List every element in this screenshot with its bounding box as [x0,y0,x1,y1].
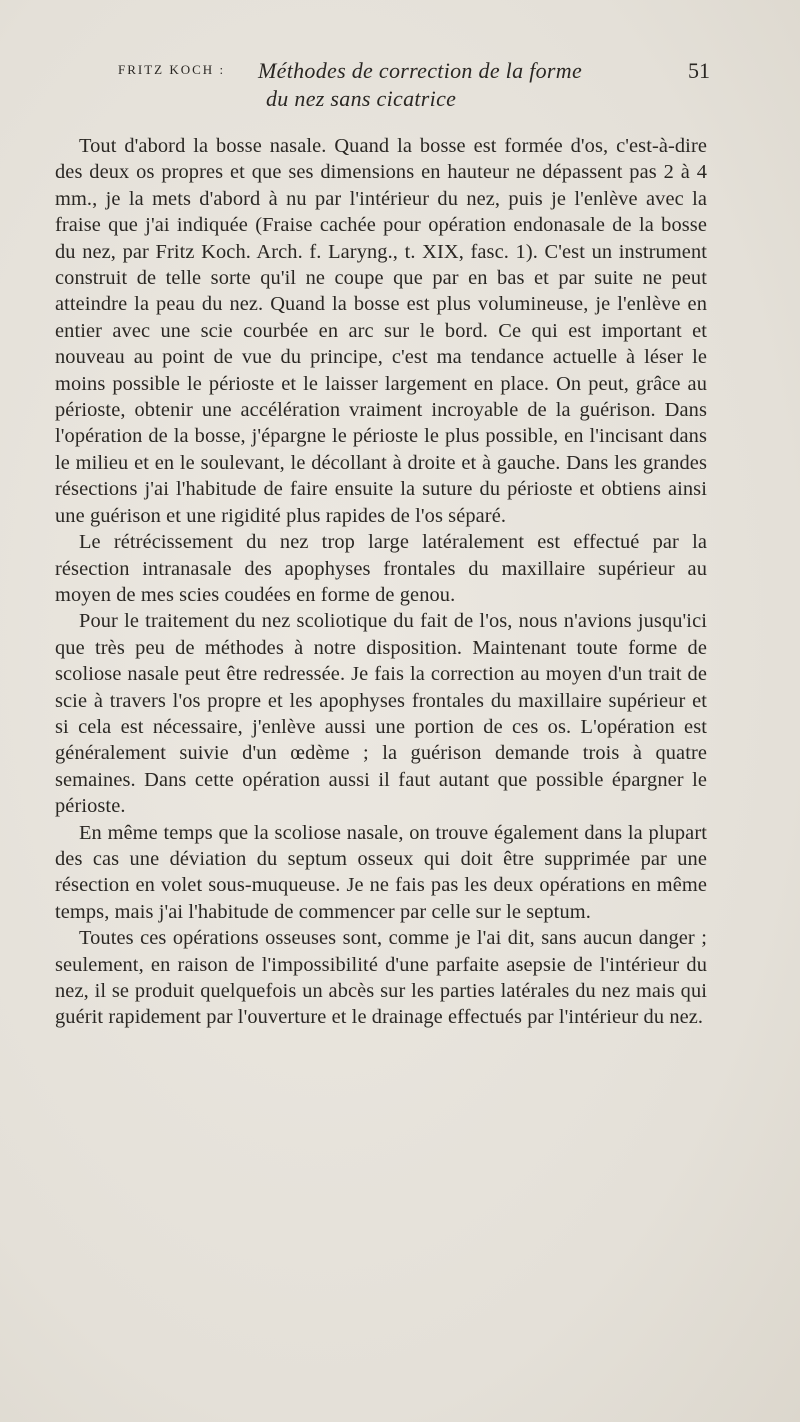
author-name: FRITZ KOCH : [118,62,226,77]
running-title-line-1: Méthodes de correction de la forme [258,58,583,83]
paragraph-operations-osseuses: Toutes ces opérations osseuses sont, comme je l'ai dit, sans aucun danger ; seulement, en raison de l'impossibilité d'une parfaite asepsie de l'intérieur du nez, il se produit quelquefois un abcès sur les parties latérales du nez mais qui guérit rapidement par l'ouverture et le drainage effectués par l'intérieur du nez. [55,927,707,1029]
body-text [55,133,707,1031]
paragraph-retrecissement: Le rétrécissement du nez trop large latéralement est effectué par la résection intranasale des apophyses frontales du maxillaire supérieur au moyen de mes scies coudées en forme de genou. [55,531,707,606]
paragraph-bosse-nasale: Tout d'abord la bosse nasale. Quand la bosse est formée d'os, c'est-à-dire des deux os propres et que ses dimensions en hauteur ne dépassent pas 2 à 4 mm., je la mets d'abord à nu par l'intérieur du nez, puis je l'enlève avec la fraise que j'ai indiquée (Fraise cachée pour opération endonasale de la bosse du nez, par Fritz Koch. Arch. f. Laryng., t. XIX, fasc. 1). C'est un instrument construit de telle sorte qu'il ne coupe que par en bas et par suite ne peut atteindre la peau du nez. Quand la bosse est plus volumineuse, je l'enlève en entier avec une scie courbée en arc sur le bord. Ce qui est important et nouveau au point de vue du principe, c'est ma tendance actuelle à léser le moins possible le périoste et le laisser largement en place. On peut, grâce au périoste, obtenir une accélération vraiment incroyable de la guérison. Dans l'opération de la bosse, j'épargne le périoste le plus possible, en l'incisant dans le milieu et en le soulevant, le décollant à droite et à gauche. Dans les grandes résections j'ai l'habitude de faire ensuite la suture du périoste et obtiens ainsi une guérison et une rigidité plus rapides de l'os séparé. [55,135,707,527]
paragraph-nez-scoliotique: Pour le traitement du nez scoliotique du fait de l'os, nous n'avions jusqu'ici que très peu de méthodes à notre disposition. Maintenant toute forme de scoliose nasale peut être redressée. Je fais la correction au moyen d'un trait de scie à travers l'os propre et les apophyses frontales du maxillaire supérieur et si cela est nécessaire, j'enlève aussi une portion de ces os. L'opération est généralement suivie d'un œdème ; la guérison demande trois à quatre semaines. Dans cette opération aussi il faut autant que possible épargner le périoste. [55,610,707,818]
page-number: 51 [688,58,710,83]
running-title-line-2: du nez sans cicatrice [266,86,457,111]
paragraph-deviation-septum: En même temps que la scoliose nasale, on trouve également dans la plupart des cas une déviation du septum osseux qui doit être supprimée par une résection en volet sous-muqueuse. Je ne fais pas les deux opérations en même temps, mais j'ai l'habitude de commencer par celle sur le septum. [55,821,707,923]
running-header [118,58,710,118]
